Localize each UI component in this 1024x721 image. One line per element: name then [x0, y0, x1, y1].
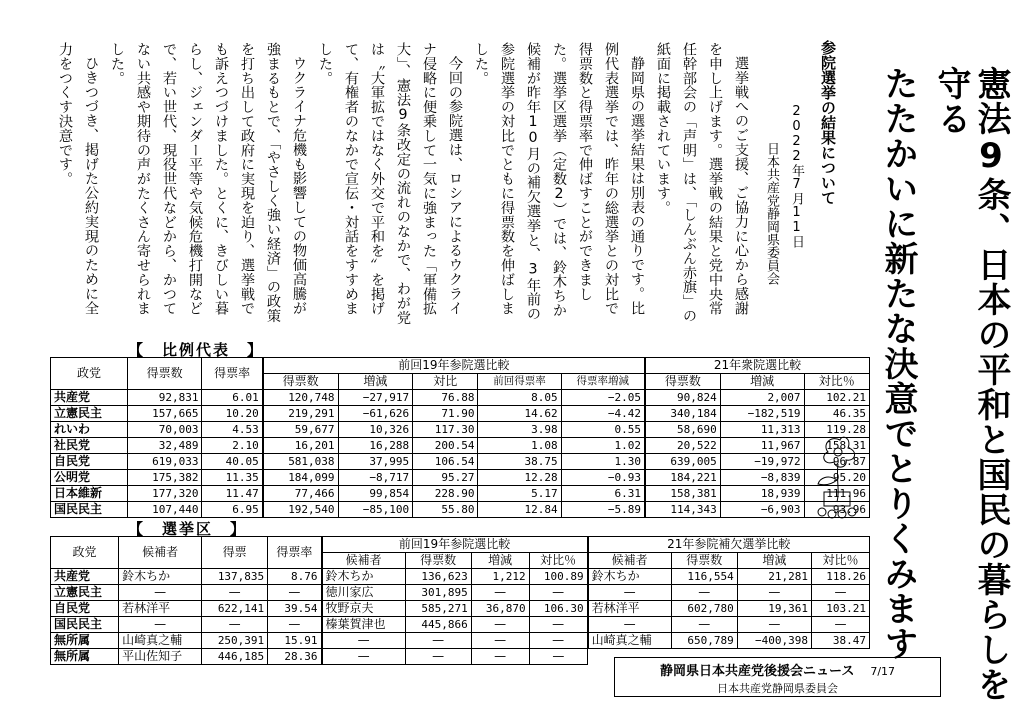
cell-ratio21: 96.87: [804, 454, 869, 470]
cell-party: 立憲民主: [51, 585, 119, 601]
col-ratediff19: 得票率増減: [561, 374, 645, 390]
cell-diff19: −85,100: [338, 502, 413, 518]
col-votes: 得票数: [127, 358, 202, 390]
cell-rate: 8.76: [268, 569, 322, 585]
cell-party: れいわ: [51, 422, 128, 438]
table-row: [51, 486, 870, 502]
cell-votes19: 136,623: [405, 569, 471, 585]
cell-rate: 40.05: [202, 454, 263, 470]
group-21: 21年参院補欠選挙比較: [588, 537, 870, 553]
cell-diff19: —: [471, 585, 529, 601]
col-diff19: 増減: [338, 374, 413, 390]
col-diff21: 増減: [720, 374, 804, 390]
table-row: [51, 422, 870, 438]
cell-votes19: 192,540: [263, 502, 338, 518]
cell-cand19: 榛葉賀津也: [322, 617, 406, 633]
group-21: 21年衆院選比較: [645, 358, 870, 374]
cell-rate: 6.01: [202, 390, 263, 406]
cell-ratio21: —: [812, 617, 870, 633]
cell-votes19: 445,866: [405, 617, 471, 633]
col-votes19: 得票数: [405, 553, 471, 569]
cell-cand21: 山崎真之輔: [588, 633, 672, 649]
cell-diff19: 10,326: [338, 422, 413, 438]
cell-votes19: 77,466: [263, 486, 338, 502]
cell-candidate: 平山佐知子: [119, 649, 202, 665]
cell-votes21: 639,005: [645, 454, 720, 470]
proportional-table-title: 【 比例代表 】: [128, 341, 265, 359]
table-row: [51, 502, 870, 518]
cell-diff19: −27,917: [338, 390, 413, 406]
col-cand21: 候補者: [588, 553, 672, 569]
cell-ratio21: 158.31: [804, 438, 869, 454]
cell-party: 自民党: [51, 601, 119, 617]
cell-diff19: —: [471, 617, 529, 633]
cell-ratediff19: −5.89: [561, 502, 645, 518]
cell-votes21: 90,824: [645, 390, 720, 406]
body-paragraph: ウクライナ危機も影響しての物価高騰が強まるもとで、「やさしく強い経済」の政策を打ち出して政府に実現を迫り、選挙戦でも訴えつづけました。とくに、きびしい暮らし、ジェンダー平等や気候危機打開などで、若い世代、現役世代などから、かつてない共感や期待の声がたくさん寄せられました。: [109, 42, 307, 323]
cell-candidate: —: [119, 585, 202, 601]
cell-party: 公明党: [51, 470, 128, 486]
cell-votes: 622,141: [202, 601, 268, 617]
cell-votes19: 219,291: [263, 406, 338, 422]
cell-ratio19: 200.54: [413, 438, 478, 454]
cell-votes19: 184,099: [263, 470, 338, 486]
table-row: [51, 406, 870, 422]
table-row: [51, 470, 870, 486]
cell-rate: 39.54: [268, 601, 322, 617]
cell-diff19: 37,995: [338, 454, 413, 470]
cell-rate: —: [268, 585, 322, 601]
cell-ratio21: 95.20: [804, 470, 869, 486]
cell-ratio19: 106.54: [413, 454, 478, 470]
cell-votes21: 114,343: [645, 502, 720, 518]
cell-candidate: 山崎真之輔: [119, 633, 202, 649]
cell-votes: 32,489: [127, 438, 202, 454]
cell-votes19: 581,038: [263, 454, 338, 470]
cell-votes19: —: [405, 633, 471, 649]
footer-subtitle: 日本共産党静岡県委員会: [717, 682, 838, 695]
cell-votes21: 158,381: [645, 486, 720, 502]
cell-diff21: 18,939: [720, 486, 804, 502]
cell-party: 国民民主: [51, 502, 128, 518]
cell-votes19: 16,201: [263, 438, 338, 454]
cell-prevrate19: 5.17: [478, 486, 561, 502]
cell-votes19: 59,677: [263, 422, 338, 438]
committee-name: 日本共産党静岡県委員会: [764, 142, 779, 285]
body-paragraph: 静岡県の選挙結果は別表の通りです。比例代表選挙では、昨年の総選挙との対比で得票数と得票率で伸ばすことができました。選挙区選挙（定数2）では、鈴木ちか候補が昨年10月の補欠選挙と、3年前の参院選挙の対比でともに得票数を伸ばしました。: [473, 42, 645, 321]
cell-diff21: 19,361: [737, 601, 811, 617]
col-rate: 得票率: [202, 358, 263, 390]
cell-votes: 250,391: [202, 633, 268, 649]
cell-ratio19: 106.30: [529, 601, 588, 617]
footer-title-line: [615, 660, 940, 679]
cell-diff21: 11,967: [720, 438, 804, 454]
cell-cand19: 牧野京夫: [322, 601, 406, 617]
cell-diff21: −182,519: [720, 406, 804, 422]
cell-diff21: 11,313: [720, 422, 804, 438]
cell-diff21: −8,839: [720, 470, 804, 486]
cell-ratio19: 71.90: [413, 406, 478, 422]
col-party: 政党: [51, 358, 128, 390]
body-paragraph: 今回の参院選は、ロシアによるウクライナ侵略に便乗して一気に強まった「軍備拡大」、憲法9条改定の流れのなかで、わが党は〝大軍拡ではなく外交で平和を〟を掲げて、有権者のなかで宣伝・対話をすすめました。: [317, 42, 463, 325]
cell-rate: —: [268, 617, 322, 633]
cell-rate: 11.35: [202, 470, 263, 486]
cell-ratio21: 46.35: [804, 406, 869, 422]
col-votes: 得票: [202, 537, 268, 569]
cell-party: 社民党: [51, 438, 128, 454]
cell-diff21: −19,972: [720, 454, 804, 470]
cell-ratio21: 93.96: [804, 502, 869, 518]
cell-prevrate19: 14.62: [478, 406, 561, 422]
col-ratio21: 対比％: [812, 553, 870, 569]
cell-party: 日本維新: [51, 486, 128, 502]
cell-party: 国民民主: [51, 617, 119, 633]
cell-diff19: −8,717: [338, 470, 413, 486]
col-prevrate19: 前回得票率: [478, 374, 561, 390]
cell-ratediff19: −4.42: [561, 406, 645, 422]
cell-diff21: —: [737, 617, 811, 633]
cell-party: 無所属: [51, 649, 119, 665]
cell-ratediff19: 1.30: [561, 454, 645, 470]
cell-diff19: 16,288: [338, 438, 413, 454]
table-row: [51, 454, 870, 470]
cell-votes21: —: [671, 617, 737, 633]
cell-ratediff19: 1.02: [561, 438, 645, 454]
table-row: [51, 633, 870, 649]
cell-cand19: —: [322, 649, 406, 665]
date: 2022年7月11日: [789, 104, 804, 248]
cell-rate: 2.10: [202, 438, 263, 454]
cell-votes: 70,003: [127, 422, 202, 438]
cell-diff19: —: [471, 633, 529, 649]
cell-ratio19: 95.27: [413, 470, 478, 486]
cell-votes21: 650,789: [671, 633, 737, 649]
cell-cand19: 鈴木ちか: [322, 569, 406, 585]
cell-votes21: 340,184: [645, 406, 720, 422]
col-rate: 得票率: [268, 537, 322, 569]
cell-ratediff19: 0.55: [561, 422, 645, 438]
table-row: [51, 569, 870, 585]
cell-ratio19: 100.89: [529, 569, 588, 585]
col-votes21: 得票数: [645, 374, 720, 390]
cell-prevrate19: 3.98: [478, 422, 561, 438]
cell-ratio19: —: [529, 649, 588, 665]
cell-ratio21: 38.47: [812, 633, 870, 649]
table-row: [51, 438, 870, 454]
footer-box: [614, 657, 941, 697]
body-paragraph: 選挙戦へのご支援、ご協力に心から感謝を申し上げます。選挙戦の結果と党中央常任幹部会の「声明」は、「しんぶん赤旗」の紙面に掲載されています。: [655, 42, 749, 323]
cell-party: 共産党: [51, 390, 128, 406]
cell-cand21: 若林洋平: [588, 601, 672, 617]
district-table-title: 【 選挙区 】: [128, 520, 248, 538]
cell-votes: —: [202, 585, 268, 601]
table-row: [51, 390, 870, 406]
cell-ratio21: 111.96: [804, 486, 869, 502]
cell-diff19: −61,626: [338, 406, 413, 422]
cell-ratio19: —: [529, 585, 588, 601]
cell-ratio21: 118.26: [812, 569, 870, 585]
col-diff19: 増減: [471, 553, 529, 569]
col-votes21: 得票数: [671, 553, 737, 569]
body-paragraph: ひきつづき、掲げた公約実現のために全力をつくす決意です。: [57, 42, 99, 316]
cell-rate: 15.91: [268, 633, 322, 649]
district-table: [50, 536, 870, 665]
cell-votes19: 120,748: [263, 390, 338, 406]
cell-votes: 92,831: [127, 390, 202, 406]
cell-ratediff19: 6.31: [561, 486, 645, 502]
table-row: [51, 585, 870, 601]
cell-cand21: —: [588, 585, 672, 601]
cell-party: 無所属: [51, 633, 119, 649]
cell-votes21: 20,522: [645, 438, 720, 454]
cell-cand21: —: [588, 617, 672, 633]
cell-rate: 10.20: [202, 406, 263, 422]
col-party: 政党: [51, 537, 119, 569]
cell-ratio19: 76.88: [413, 390, 478, 406]
cell-diff21: −6,903: [720, 502, 804, 518]
cell-prevrate19: 1.08: [478, 438, 561, 454]
cell-votes: 177,320: [127, 486, 202, 502]
cell-candidate: 鈴木ちか: [119, 569, 202, 585]
cell-party: 共産党: [51, 569, 119, 585]
cell-ratio21: —: [812, 585, 870, 601]
col-votes19: 得票数: [263, 374, 338, 390]
cell-party: 立憲民主: [51, 406, 128, 422]
footer-page: 7/17: [870, 665, 896, 678]
cell-votes21: 116,554: [671, 569, 737, 585]
col-ratio21: 対比％: [804, 374, 869, 390]
cell-cand19: 徳川家広: [322, 585, 406, 601]
body-text: [52, 42, 754, 328]
cell-votes: 137,835: [202, 569, 268, 585]
cell-ratio19: —: [529, 617, 588, 633]
cell-party: 自民党: [51, 454, 128, 470]
proportional-table: [50, 357, 870, 518]
cell-diff21: 21,281: [737, 569, 811, 585]
cell-rate: 6.95: [202, 502, 263, 518]
cell-ratio19: 117.30: [413, 422, 478, 438]
cell-votes: 175,382: [127, 470, 202, 486]
cell-ratio21: 102.21: [804, 390, 869, 406]
cell-votes21: 184,221: [645, 470, 720, 486]
cell-ratediff19: −2.05: [561, 390, 645, 406]
cell-diff21: —: [737, 585, 811, 601]
cell-prevrate19: 12.84: [478, 502, 561, 518]
cell-candidate: 若林洋平: [119, 601, 202, 617]
col-ratio19: 対比: [413, 374, 478, 390]
cell-votes21: 58,690: [645, 422, 720, 438]
cell-votes: 446,185: [202, 649, 268, 665]
cell-diff19: 36,870: [471, 601, 529, 617]
col-diff21: 増減: [737, 553, 811, 569]
cell-rate: 4.53: [202, 422, 263, 438]
cell-votes21: —: [671, 585, 737, 601]
footer-title: 静岡県日本共産党後援会ニュース: [659, 664, 855, 679]
cell-diff21: −400,398: [737, 633, 811, 649]
cell-cand19: —: [322, 633, 406, 649]
cell-votes: 107,440: [127, 502, 202, 518]
cell-rate: 28.36: [268, 649, 322, 665]
cell-ratediff19: −0.93: [561, 470, 645, 486]
cell-votes19: —: [405, 649, 471, 665]
cell-prevrate19: 38.75: [478, 454, 561, 470]
cell-votes: —: [202, 617, 268, 633]
cell-ratio19: 228.90: [413, 486, 478, 502]
cell-ratio21: 119.28: [804, 422, 869, 438]
group-19: 前回19年参院選比較: [263, 358, 645, 374]
cell-diff19: —: [471, 649, 529, 665]
headline-line1: 憲法9条、日本の平和と国民の暮らしを守る: [931, 66, 1011, 702]
cell-votes: 157,665: [127, 406, 202, 422]
cell-ratio19: —: [529, 633, 588, 649]
cell-votes: 619,033: [127, 454, 202, 470]
cell-prevrate19: 12.28: [478, 470, 561, 486]
cell-prevrate19: 8.05: [478, 390, 561, 406]
col-ratio19: 対比％: [529, 553, 588, 569]
cell-ratio19: 55.80: [413, 502, 478, 518]
table-row: [51, 601, 870, 617]
cell-votes21: 602,780: [671, 601, 737, 617]
cell-votes19: 585,271: [405, 601, 471, 617]
cell-ratio21: 103.21: [812, 601, 870, 617]
col-cand19: 候補者: [322, 553, 406, 569]
cell-diff19: 99,854: [338, 486, 413, 502]
cell-rate: 11.47: [202, 486, 263, 502]
cell-diff21: 2,007: [720, 390, 804, 406]
cell-votes19: 301,895: [405, 585, 471, 601]
section-title: 参院選挙の結果について: [819, 40, 837, 205]
headline-line2: たたかいに新たな決意でとりくみます: [878, 66, 918, 661]
table-row: [51, 617, 870, 633]
cell-candidate: —: [119, 617, 202, 633]
cell-cand21: 鈴木ちか: [588, 569, 672, 585]
col-candidate: 候補者: [119, 537, 202, 569]
group-19: 前回19年参院選比較: [322, 537, 588, 553]
cell-diff19: 1,212: [471, 569, 529, 585]
